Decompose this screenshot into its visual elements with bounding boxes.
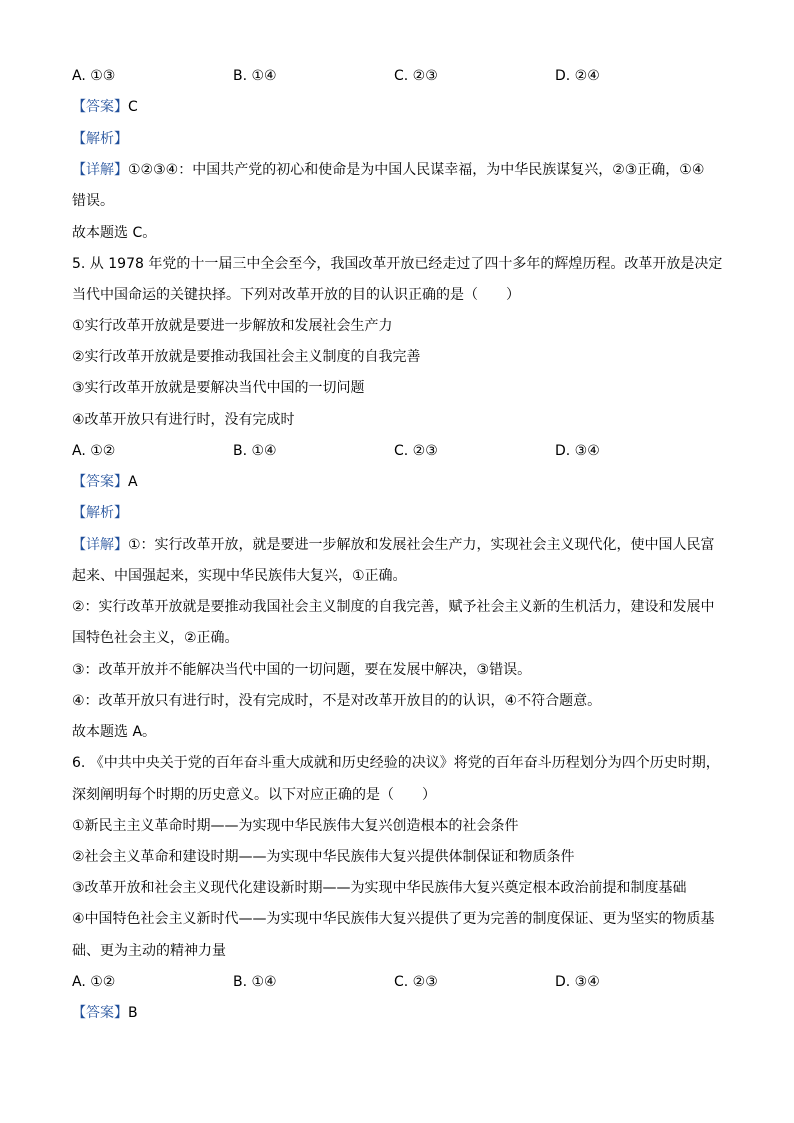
detail-tag: 【详解】 (72, 162, 128, 178)
q6-statement-4-cont: 础、更为主动的精神力量 (72, 943, 226, 959)
q4-analysis (72, 129, 128, 149)
answer-tag: 【答案】 (72, 99, 128, 115)
q5-statement-4: ④改革开放只有进行时，没有完成时 (72, 412, 295, 428)
q4-option-b: B. ①④ (233, 68, 277, 84)
q5-stem-line-1: 5. 从 1978 年党的十一届三中全会至今，我国改革开放已经走过了四十多年的辉煌历程。改革开放是决定 (72, 256, 723, 272)
q6-option-b: B. ①④ (233, 974, 277, 990)
q4-answer (72, 97, 138, 117)
answer-value: A (128, 474, 138, 490)
q5-option-b: B. ①④ (233, 443, 277, 459)
q5-option-d: D. ③④ (555, 443, 600, 459)
q4-option-a: A. ①③ (72, 68, 116, 84)
answer-value: C (128, 99, 138, 115)
q5-option-a: A. ①② (72, 443, 116, 459)
analysis-tag: 【解析】 (72, 131, 128, 147)
q4-options (72, 66, 732, 86)
q6-option-d: D. ③④ (555, 974, 600, 990)
detail-text: ①②③④：中国共产党的初心和使命是为中国人民谋幸福，为中华民族谋复兴，②③正确，①④ (128, 162, 705, 178)
q6-answer (72, 1003, 138, 1023)
q6-stem-line-2: 深刻阐明每个时期的历史意义。以下对应正确的是（ ） (72, 787, 436, 803)
q6-options (72, 972, 732, 992)
answer-tag: 【答案】 (72, 474, 128, 490)
q5-detail-line-4: 国特色社会主义，②正确。 (72, 630, 239, 646)
q5-detail-line-1 (72, 535, 715, 555)
q4-option-d: D. ②④ (555, 68, 600, 84)
q5-analysis (72, 503, 128, 523)
q6-statement-1: ①新民主主义革命时期——为实现中华民族伟大复兴创造根本的社会条件 (72, 818, 519, 834)
answer-value: B (128, 1005, 138, 1021)
q5-detail-line-5: ③：改革开放并不能解决当代中国的一切问题，要在发展中解决，③错误。 (72, 662, 532, 678)
q4-detail-line-1 (72, 160, 704, 180)
q5-statement-3: ③实行改革开放就是要解决当代中国的一切问题 (72, 380, 365, 396)
q5-option-c: C. ②③ (394, 443, 438, 459)
q5-statement-2: ②实行改革开放就是要推动我国社会主义制度的自我完善 (72, 349, 421, 365)
q6-option-c: C. ②③ (394, 974, 438, 990)
q4-detail-line-2: 错误。 (72, 193, 114, 209)
q5-statement-1: ①实行改革开放就是要进一步解放和发展社会生产力 (72, 318, 393, 334)
q6-stem-line-1: 6. 《中共中央关于党的百年奋斗重大成就和历史经验的决议》将党的百年奋斗历程划分为四个历史时期， (72, 755, 720, 771)
analysis-tag: 【解析】 (72, 505, 128, 521)
q6-statement-3: ③改革开放和社会主义现代化建设新时期——为实现中华民族伟大复兴奠定根本政治前提和制度基础 (72, 880, 687, 896)
q5-conclusion: 故本题选 A。 (72, 724, 157, 740)
q5-detail-line-3: ②：实行改革开放就是要推动我国社会主义制度的自我完善，赋予社会主义新的生机活力，建设和发展中 (72, 599, 715, 615)
q5-options (72, 441, 732, 461)
answer-tag: 【答案】 (72, 1005, 128, 1021)
q5-stem-line-2: 当代中国命运的关键抉择。下列对改革开放的目的认识正确的是（ ） (72, 287, 520, 303)
detail-text: ①：实行改革开放，就是要进一步解放和发展社会生产力，实现社会主义现代化，使中国人民富 (128, 537, 715, 553)
q5-answer (72, 472, 138, 492)
q6-statement-2: ②社会主义革命和建设时期——为实现中华民族伟大复兴提供体制保证和物质条件 (72, 849, 575, 865)
q5-detail-line-6: ④：改革开放只有进行时，没有完成时，不是对改革开放目的的认识，④不符合题意。 (72, 693, 602, 709)
q5-detail-line-2: 起来、中国强起来，实现中华民族伟大复兴，①正确。 (72, 568, 407, 584)
detail-tag: 【详解】 (72, 537, 128, 553)
q4-conclusion: 故本题选 C。 (72, 225, 157, 241)
q6-option-a: A. ①② (72, 974, 116, 990)
q6-statement-4: ④中国特色社会主义新时代——为实现中华民族伟大复兴提供了更为完善的制度保证、更为坚实的物质基 (72, 911, 715, 927)
q4-option-c: C. ②③ (394, 68, 438, 84)
